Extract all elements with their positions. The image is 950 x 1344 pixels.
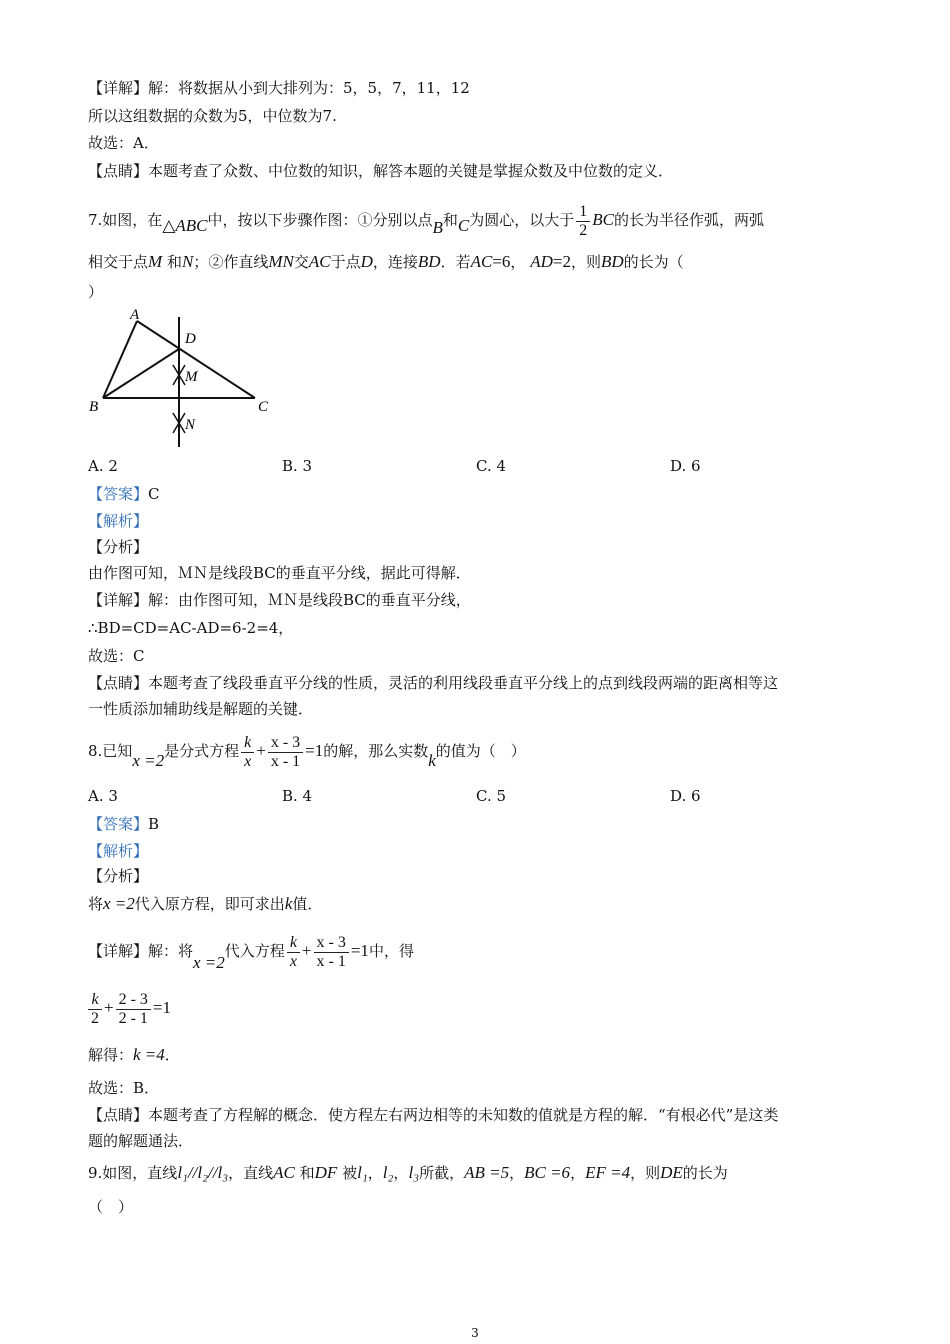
frac-k-over-x-2: $\frac{k}{x}$: [287, 934, 300, 971]
page-number: 3: [471, 1326, 479, 1340]
label-m: M: [185, 369, 198, 385]
q7-calc: ∴BD=CD=AC-AD=6-2=4，: [88, 619, 294, 637]
q7-stem-close: ）: [88, 283, 104, 301]
q8-option-a: A. 3: [88, 787, 118, 805]
q8-solution: 解得：k =4．: [88, 1045, 180, 1064]
q7-option-c: C. 4: [476, 457, 507, 475]
q7-stem-line1: 7.如图，在△ABC中，按以下步骤作图：①分别以点B和C为圆心，以大于 $\frac{1}{2}$ BC的长为半径作弧，两弧: [88, 202, 765, 239]
q8-fenxi-text: 将x =2代入原方程，即可求出k值．: [88, 894, 323, 913]
q7-option-d: D. 6: [670, 457, 701, 475]
q8-answer: 【答案】B: [88, 815, 160, 833]
q7-fenxi-tag: 【分析】: [88, 538, 149, 556]
q7-option-b: B. 3: [282, 457, 313, 475]
q8-stem: 8.已知x =2是分式方程 $\frac{k}{x}$ + $\frac{x - 3}{x - 1}$ =1的解，那么实数k的值为（ ）: [88, 733, 526, 770]
label-n: N: [185, 417, 196, 433]
label-c: C: [258, 399, 269, 415]
q8-comment-2: 题的解题通法．: [88, 1132, 194, 1150]
q6-detail: 【详解】解：将数据从小到大排列为：5，5，7，11，12: [88, 79, 470, 97]
q7-analysis-tag: 【解析】: [88, 512, 149, 530]
q7-option-a: A. 2: [88, 457, 118, 475]
label-b: B: [89, 399, 99, 415]
q9-stem: 9.如图，直线l₁//l₂//l₃，直线AC 和DF 被l₁，l₂，l₃所截，AB =5，BC =6，EF =4，则DE的长为: [88, 1163, 728, 1182]
q7-triangle-figure: [85, 305, 285, 455]
q6-result: 所以这组数据的众数为5，中位数为7.: [88, 107, 337, 125]
q8-option-b: B. 4: [282, 787, 313, 805]
segment-ac: [137, 321, 255, 398]
q7-comment-2: 一性质添加辅助线是解题的关键．: [88, 700, 314, 718]
q9-paren: （ ）: [88, 1198, 134, 1216]
frac-x3-over-x1: $\frac{x - 3}{x - 1}$: [268, 734, 303, 771]
q8-comment-1: 【点睛】本题考查了方程解的概念．使方程左右两边相等的未知数的值就是方程的解．“有根必代”是这类: [88, 1106, 779, 1124]
frac-2-3-over-2-1: $\frac{2 - 3}{2 - 1}$: [116, 991, 151, 1028]
q7-stem-line2: 相交于点M 和N；②作直线MN交AC于点D，连接BD．若AC=6， AD=2，则BD的长为（: [88, 252, 684, 271]
q8-option-c: C. 5: [476, 787, 507, 805]
q7-comment-1: 【点睛】本题考查了线段垂直平分线的性质，灵活的利用线段垂直平分线上的点到线段两端的距离相等这: [88, 674, 779, 692]
frac-k-over-2: $\frac{k}{2}$: [88, 991, 102, 1028]
q8-choice: 故选：B．: [88, 1079, 160, 1097]
frac-k-over-x: $\frac{k}{x}$: [241, 734, 254, 771]
q7-fenxi-text: 由作图可知，ＭＮ是线段BC的垂直平分线，据此可得解．: [88, 564, 471, 582]
q7-answer: 【答案】C: [88, 485, 160, 503]
label-d: D: [185, 331, 196, 347]
label-a: A: [130, 307, 140, 323]
q8-fenxi-tag: 【分析】: [88, 867, 149, 885]
q6-choice: 故选：A．: [88, 134, 159, 152]
q7-detail: 【详解】解：由作图可知，ＭＮ是线段BC的垂直平分线，: [88, 591, 471, 609]
q8-analysis-tag: 【解析】: [88, 842, 149, 860]
q8-detail: 【详解】解：将x =2代入方程 $\frac{k}{x}$ + $\frac{x - 3}{x - 1}$ =1中，得: [88, 933, 414, 972]
q8-substitution: $\frac{k}{2}$ + $\frac{2 - 3}{2 - 1}$ =1: [86, 984, 171, 1032]
frac-x3-over-x1-2: $\frac{x - 3}{x - 1}$: [314, 934, 349, 971]
q7-choice: 故选：C: [88, 647, 145, 665]
q8-option-d: D. 6: [670, 787, 701, 805]
q6-comment: 【点睛】本题考查了众数、中位数的知识，解答本题的关键是掌握众数及中位数的定义．: [88, 162, 674, 180]
frac-half: $\frac{1}{2}$: [576, 203, 590, 240]
